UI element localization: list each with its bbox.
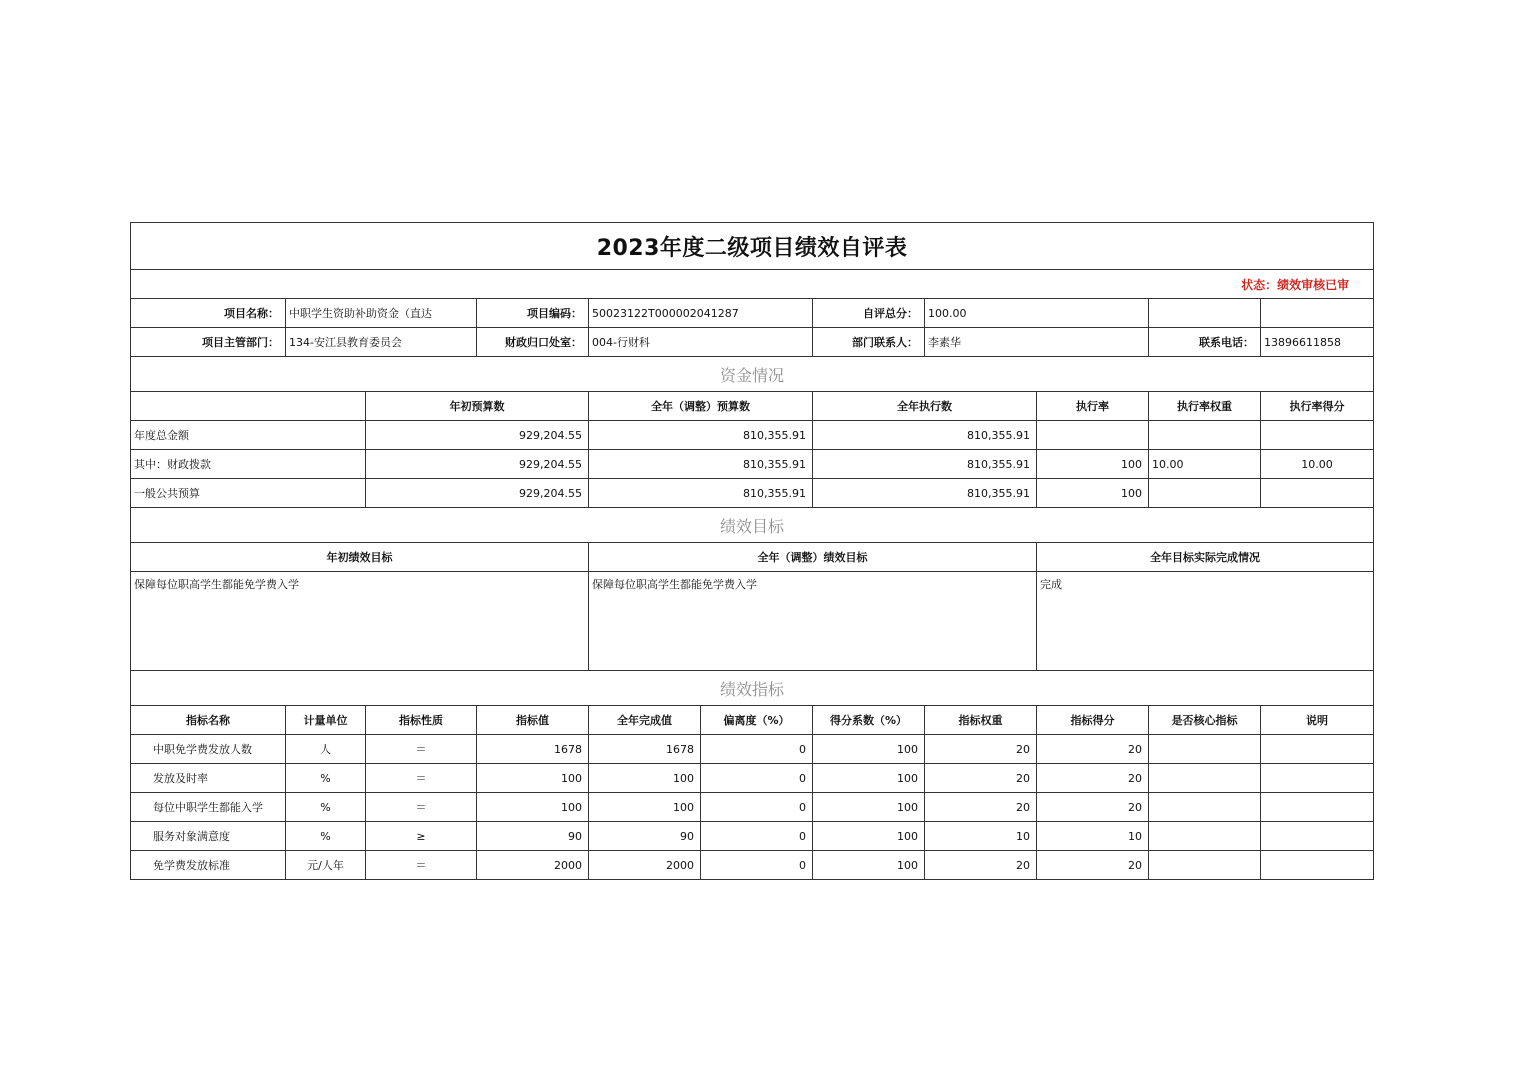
- page-title: 2023年度二级项目绩效自评表: [131, 223, 1374, 270]
- indicator-header: 是否核心指标: [1149, 706, 1261, 735]
- indicator-name: 中职免学费发放人数: [131, 735, 286, 764]
- indicator-nature: ＝: [366, 793, 477, 822]
- contact-value: 李素华: [925, 328, 1149, 357]
- funds-cell: [1149, 479, 1261, 508]
- goal-actual: 完成: [1037, 572, 1374, 671]
- indicator-note: [1261, 851, 1374, 880]
- funds-header: 年初预算数: [366, 392, 589, 421]
- project-name-label: 项目名称：: [131, 299, 286, 328]
- indicator-note: [1261, 764, 1374, 793]
- funds-row-label: 年度总金额: [131, 421, 366, 450]
- indicator-target: 1678: [477, 735, 589, 764]
- indicator-header: 指标性质: [366, 706, 477, 735]
- indicator-row: [131, 735, 1374, 764]
- indicator-unit: %: [286, 764, 366, 793]
- indicator-nature: ＝: [366, 764, 477, 793]
- goal-initial: 保障每位职高学生都能免学费入学: [131, 572, 589, 671]
- funds-cell: 810,355.91: [589, 479, 813, 508]
- funds-cell: [1261, 421, 1374, 450]
- status-text: 状态：绩效审核已审: [131, 270, 1374, 299]
- funds-cell: 100: [1037, 479, 1149, 508]
- funds-header: 执行率权重: [1149, 392, 1261, 421]
- goals-section-title: 绩效目标: [131, 508, 1374, 543]
- indicator-coefficient: 100: [813, 822, 925, 851]
- indicator-actual: 90: [589, 822, 701, 851]
- indicator-unit: %: [286, 822, 366, 851]
- indicator-actual: 2000: [589, 851, 701, 880]
- funds-section-title: 资金情况: [131, 357, 1374, 392]
- indicator-actual: 100: [589, 793, 701, 822]
- indicator-score: 20: [1037, 764, 1149, 793]
- indicator-weight: 10: [925, 822, 1037, 851]
- indicator-target: 100: [477, 793, 589, 822]
- funds-header: 执行率得分: [1261, 392, 1374, 421]
- indicator-score: 20: [1037, 793, 1149, 822]
- phone-label: 联系电话：: [1149, 328, 1261, 357]
- indicator-header: 指标值: [477, 706, 589, 735]
- indicator-name: 每位中职学生都能入学: [131, 793, 286, 822]
- indicator-row: [131, 822, 1374, 851]
- indicator-unit: 人: [286, 735, 366, 764]
- indicator-header: 计量单位: [286, 706, 366, 735]
- indicator-deviation: 0: [701, 735, 813, 764]
- indicator-row: [131, 793, 1374, 822]
- indicator-header: 全年完成值: [589, 706, 701, 735]
- funds-cell: 810,355.91: [813, 479, 1037, 508]
- funds-row-label: 一般公共预算: [131, 479, 366, 508]
- self-score-label: 自评总分：: [813, 299, 925, 328]
- indicator-nature: ＝: [366, 851, 477, 880]
- indicator-note: [1261, 822, 1374, 851]
- indicator-target: 2000: [477, 851, 589, 880]
- contact-label: 部门联系人：: [813, 328, 925, 357]
- indicator-deviation: 0: [701, 822, 813, 851]
- indicator-header: 偏离度（%）: [701, 706, 813, 735]
- funds-cell: 10.00: [1149, 450, 1261, 479]
- indicator-weight: 20: [925, 851, 1037, 880]
- funds-cell: [1261, 479, 1374, 508]
- indicator-deviation: 0: [701, 764, 813, 793]
- indicator-name: 免学费发放标准: [131, 851, 286, 880]
- funds-row: [131, 450, 1374, 479]
- indicator-score: 20: [1037, 735, 1149, 764]
- indicator-note: [1261, 793, 1374, 822]
- funds-header: [131, 392, 366, 421]
- funds-cell: 810,355.91: [589, 421, 813, 450]
- indicator-core: [1149, 822, 1261, 851]
- indicator-coefficient: 100: [813, 793, 925, 822]
- indicator-core: [1149, 793, 1261, 822]
- empty-cell: [1149, 299, 1261, 328]
- goals-header: 年初绩效目标: [131, 543, 589, 572]
- indicator-score: 20: [1037, 851, 1149, 880]
- funds-cell: 810,355.91: [813, 421, 1037, 450]
- indicators-section-title: 绩效指标: [131, 671, 1374, 706]
- goal-adjusted: 保障每位职高学生都能免学费入学: [589, 572, 1037, 671]
- goals-row: [131, 572, 1374, 671]
- info-row-1: [131, 299, 1374, 328]
- indicator-header: 得分系数（%）: [813, 706, 925, 735]
- indicator-header: 指标名称: [131, 706, 286, 735]
- project-code-value: 50023122T000002041287: [589, 299, 813, 328]
- project-code-label: 项目编码：: [477, 299, 589, 328]
- indicator-deviation: 0: [701, 793, 813, 822]
- indicator-header: 指标权重: [925, 706, 1037, 735]
- funds-cell: 810,355.91: [813, 450, 1037, 479]
- indicators-header-row: [131, 706, 1374, 735]
- dept-label: 项目主管部门：: [131, 328, 286, 357]
- indicator-header: 指标得分: [1037, 706, 1149, 735]
- funds-cell: 929,204.55: [366, 479, 589, 508]
- indicator-score: 10: [1037, 822, 1149, 851]
- indicator-target: 100: [477, 764, 589, 793]
- goals-header-row: [131, 543, 1374, 572]
- funds-header-row: [131, 392, 1374, 421]
- indicator-core: [1149, 735, 1261, 764]
- indicator-row: [131, 764, 1374, 793]
- indicator-name: 发放及时率: [131, 764, 286, 793]
- indicator-row: [131, 851, 1374, 880]
- indicator-target: 90: [477, 822, 589, 851]
- indicator-weight: 20: [925, 793, 1037, 822]
- indicator-unit: %: [286, 793, 366, 822]
- funds-header: 执行率: [1037, 392, 1149, 421]
- finance-office-value: 004-行财科: [589, 328, 813, 357]
- funds-row-label: 其中：财政拨款: [131, 450, 366, 479]
- empty-cell: [1261, 299, 1374, 328]
- indicator-nature: ≥: [366, 822, 477, 851]
- funds-row: [131, 479, 1374, 508]
- funds-cell: 810,355.91: [589, 450, 813, 479]
- info-row-2: [131, 328, 1374, 357]
- funds-cell: 929,204.55: [366, 421, 589, 450]
- project-name-value: 中职学生资助补助资金（直达: [286, 299, 477, 328]
- funds-cell: 929,204.55: [366, 450, 589, 479]
- indicator-header: 说明: [1261, 706, 1374, 735]
- indicator-nature: ＝: [366, 735, 477, 764]
- dept-value: 134-安江县教育委员会: [286, 328, 477, 357]
- funds-row: [131, 421, 1374, 450]
- indicator-name: 服务对象满意度: [131, 822, 286, 851]
- indicator-unit: 元/人年: [286, 851, 366, 880]
- indicator-core: [1149, 764, 1261, 793]
- funds-header: 全年（调整）预算数: [589, 392, 813, 421]
- self-evaluation-table: [130, 222, 1374, 880]
- finance-office-label: 财政归口处室：: [477, 328, 589, 357]
- goals-header: 全年目标实际完成情况: [1037, 543, 1374, 572]
- indicator-core: [1149, 851, 1261, 880]
- indicator-coefficient: 100: [813, 764, 925, 793]
- funds-header: 全年执行数: [813, 392, 1037, 421]
- funds-cell: 100: [1037, 450, 1149, 479]
- goals-header: 全年（调整）绩效目标: [589, 543, 1037, 572]
- phone-value: 13896611858: [1261, 328, 1374, 357]
- indicator-actual: 100: [589, 764, 701, 793]
- self-score-value: 100.00: [925, 299, 1149, 328]
- funds-cell: [1037, 421, 1149, 450]
- indicator-weight: 20: [925, 735, 1037, 764]
- funds-cell: [1149, 421, 1261, 450]
- indicator-note: [1261, 735, 1374, 764]
- indicator-coefficient: 100: [813, 735, 925, 764]
- funds-cell: 10.00: [1261, 450, 1374, 479]
- indicator-deviation: 0: [701, 851, 813, 880]
- indicator-actual: 1678: [589, 735, 701, 764]
- indicator-weight: 20: [925, 764, 1037, 793]
- indicator-coefficient: 100: [813, 851, 925, 880]
